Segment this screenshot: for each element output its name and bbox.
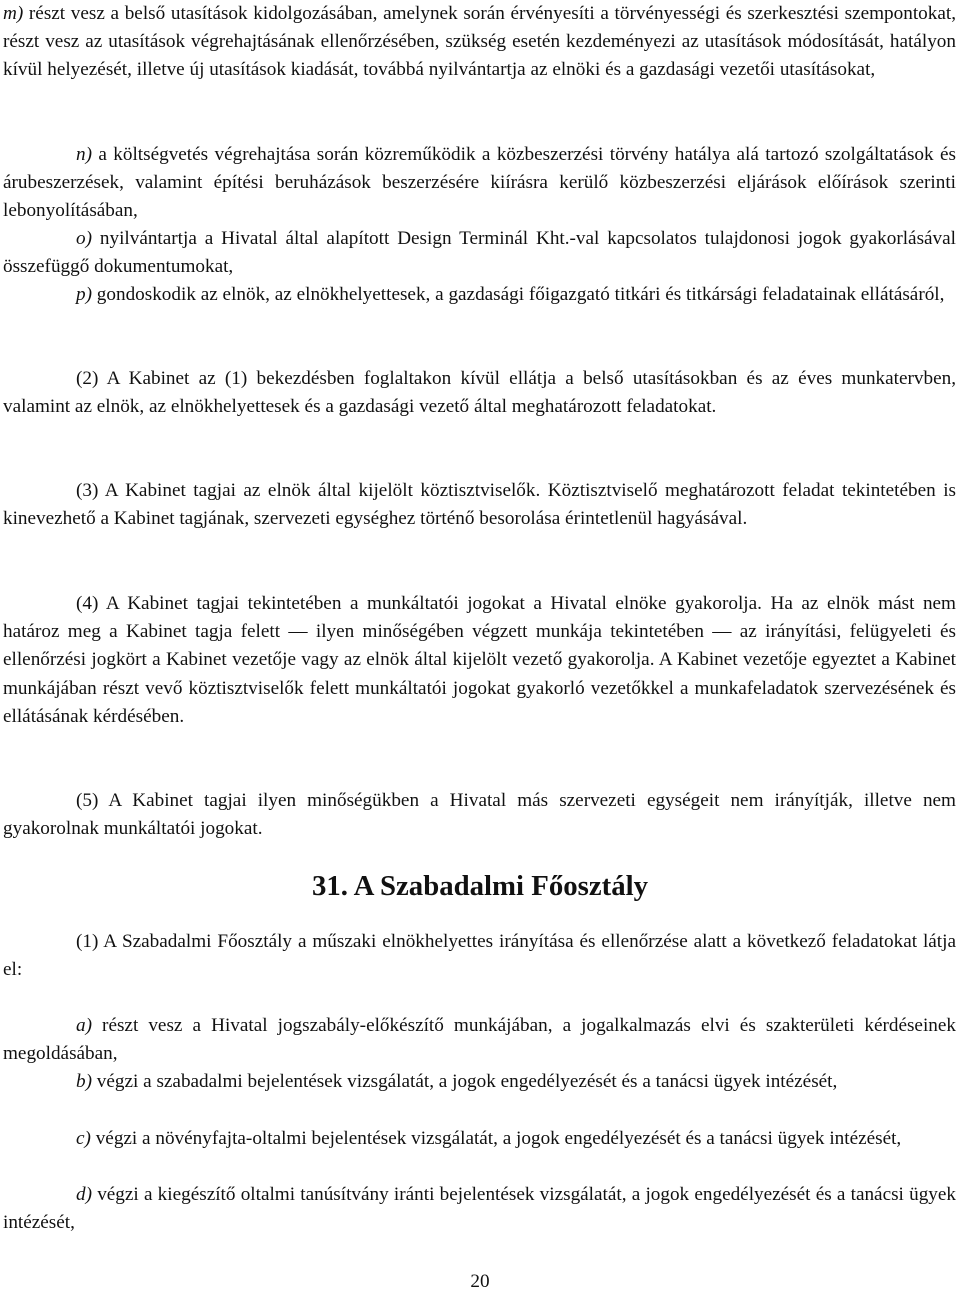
item-text: végzi a szabadalmi bejelentések vizsgálatát, a jogok engedélyezését és a tanácsi ügyek intézését, xyxy=(91,1071,838,1092)
list-item-m xyxy=(3,0,956,85)
paragraph-5: (5) A Kabinet tagjai ilyen minőségükben a Hivatal más szervezeti egységeit nem irányítják, illetve nem gyakorolnak munkáltatói jogokat. xyxy=(3,790,956,840)
item-marker: m) xyxy=(3,3,24,24)
section-intro: (1) A Szabadalmi Főosztály a műszaki elnökhelyettes irányítása és ellenőrzése alatt a következő feladatokat látja el: xyxy=(3,931,956,981)
paragraph-2: (2) A Kabinet az (1) bekezdésben foglaltakon kívül ellátja a belső utasításokban és az éves munkatervben, valamint az elnök, az elnökhelyettesek és a gazdasági vezető által meghatározott feladatokat. xyxy=(3,368,956,418)
item-marker: p) xyxy=(76,284,92,305)
paragraph-3: (3) A Kabinet tagjai az elnök által kijelölt köztisztviselők. Köztisztviselő meghatározott feladat tekintetében is kinevezhető a Kabinet tagjának, szervezeti egységhez történő besorolása érintetlenül hagyásával. xyxy=(3,480,956,530)
list-item-a xyxy=(3,1012,956,1068)
item-text: végzi a növényfajta-oltalmi bejelentések vizsgálatát, a jogok engedélyezését és a tanácsi ügyek intézését, xyxy=(90,1128,902,1149)
item-marker: b) xyxy=(76,1071,92,1092)
list-item-c xyxy=(3,1125,956,1153)
section-heading: 31. A Szabadalmi Főosztály xyxy=(312,870,648,902)
paragraph-4: (4) A Kabinet tagjai tekintetében a munkáltatói jogokat a Hivatal elnöke gyakorolja. Ha az elnök mást nem határoz meg a Kabinet tagja felett — ilyen minőségében végzett munkája tekintetében — az irányítási, felügyeleti és ellenőrzési jogkört a Kabinet vezetője vagy az elnök által kijelölt vezető gyakorolja. A Kabinet vezetője egyeztet a Kabinet munkájában részt vevő köztisztviselők felett munkáltatói jogokat gyakorló vezetőkkel a munkafeladatok szervezésének és ellátásának kérdésében. xyxy=(3,593,956,727)
list-item-d xyxy=(3,1181,956,1237)
item-marker: o) xyxy=(76,228,92,249)
item-marker: n) xyxy=(76,144,92,165)
item-text: végzi a kiegészítő oltalmi tanúsítvány iránti bejelentések vizsgálatát, a jogok engedélyezését és a tanácsi ügyek intézését, xyxy=(3,1184,956,1234)
item-marker: a) xyxy=(76,1015,92,1036)
item-text: nyilvántartja a Hivatal által alapított Design Terminál Kht.-val kapcsolatos tulajdonosi jogok gyakorlásával összefüggő dokumentumokat, xyxy=(3,228,956,278)
item-text: a költségvetés végrehajtása során közreműködik a közbeszerzési törvény hatálya alá tartozó szolgáltatások és árubeszerzések, valamint építési beruházások beszerzésére kiírásra kerülő közbeszerzési eljárások előírások szerinti lebonyolításában, xyxy=(3,144,956,222)
page-number: 20 xyxy=(470,1271,490,1292)
list-item-n xyxy=(3,141,956,226)
list-item-o xyxy=(3,225,956,281)
item-text: részt vesz a Hivatal jogszabály-előkészítő munkájában, a jogalkalmazás elvi és szakterületi kérdéseinek megoldásában, xyxy=(3,1015,956,1065)
item-marker: d) xyxy=(76,1184,92,1205)
list-item-p xyxy=(3,281,956,309)
item-text: gondoskodik az elnök, az elnökhelyettesek, a gazdasági főigazgató titkári és titkársági feladatainak ellátásáról, xyxy=(91,284,945,305)
list-item-b xyxy=(3,1068,956,1096)
item-text: részt vesz a belső utasítások kidolgozásában, amelynek során érvényesíti a törvényességi és szerkesztési szempontokat, részt vesz az utasítások végrehajtásának ellenőrzésében, szükség esetén kezdeményezi az utasítások módosítását, hatályon kívül helyezését, illetve új utasítások kiadását, továbbá nyilvántartja az elnöki és a gazdasági vezetői utasításokat, xyxy=(3,3,956,81)
item-marker: c) xyxy=(76,1128,91,1149)
